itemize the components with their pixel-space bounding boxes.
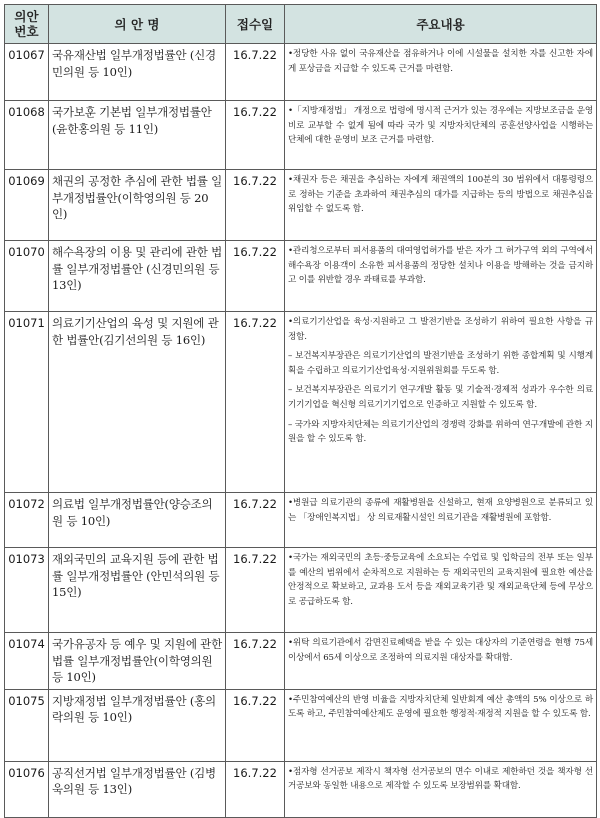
- table-row: [5, 761, 597, 817]
- receipt-date: 16.7.22: [226, 44, 285, 101]
- main-content: [285, 170, 597, 241]
- bill-title: 채권의 공정한 추심에 관한 법률 일부개정법률안(이학영의원 등 20인): [49, 170, 226, 241]
- bill-number: 01070: [5, 241, 49, 312]
- bill-title: 지방재정법 일부개정법률안 (홍의락의원 등 10인): [49, 689, 226, 761]
- table-row: [5, 493, 597, 548]
- receipt-date: 16.7.22: [226, 633, 285, 690]
- header-receipt-date: 접수일: [226, 5, 285, 44]
- bill-title: 공직선거법 일부개정법률안 (김병욱의원 등 13인): [49, 761, 226, 817]
- content-item: •정당한 사유 없이 국유재산을 점유하거나 이에 시설물을 설치한 자를 신고한 자에게 포상금을 지급할 수 있도록 근거를 마련함.: [288, 49, 593, 74]
- bill-number: 01068: [5, 101, 49, 170]
- receipt-date: 16.7.22: [226, 761, 285, 817]
- content-item: •주민참여예산의 반영 비율을 지방자치단체 일반회계 예산 총액의 5% 이상으로 하도록 하고, 주민참여예산제도 운영에 필요한 행정적·재정적 지원을 할 수 있도록 함.: [288, 694, 593, 720]
- bill-number: 01071: [5, 312, 49, 493]
- content-item: •「지방재정법」 개정으로 법령에 명시적 근거가 있는 경우에는 지방보조금을 운영비로 교부할 수 없게 됨에 따라 국가 및 지방자치단체의 공훈선양사업을 시행하는 단체에 대한 운영비 보조 근거를 마련함.: [288, 106, 593, 146]
- bill-number: 01074: [5, 633, 49, 690]
- table-row: [5, 689, 597, 761]
- header-bill-number-label: 의안 번호: [14, 9, 39, 39]
- bill-number: 01069: [5, 170, 49, 241]
- main-content: [285, 312, 597, 493]
- main-content: [285, 689, 597, 761]
- main-content: [285, 548, 597, 633]
- table-row: [5, 170, 597, 241]
- header-main-content: 주요내용: [285, 5, 597, 44]
- receipt-date: 16.7.22: [226, 493, 285, 548]
- table-row: [5, 633, 597, 690]
- content-sub-item: – 보건복지부장관은 의료기기 연구개발 활동 및 기술적·경제적 성과가 우수한 의료기기기업을 혁신형 의료기기기업으로 인증하고 지원할 수 있도록 함.: [288, 385, 593, 410]
- bill-number: 01073: [5, 548, 49, 633]
- bill-title: 해수욕장의 이용 및 관리에 관한 법률 일부개정법률안 (신경민의원 등 13인): [49, 241, 226, 312]
- bill-number: 01075: [5, 689, 49, 761]
- receipt-date: 16.7.22: [226, 241, 285, 312]
- bill-number: 01076: [5, 761, 49, 817]
- main-content: [285, 633, 597, 690]
- content-item: •관리청으로부터 피서용품의 대여영업허가를 받은 자가 그 허가구역 외의 구역에서 해수욕장 이용객이 소유한 피서용품의 정당한 설치나 이용을 방해하는 것을 금지하고 이를 위반할 경우 과태료를 부과함.: [288, 246, 593, 286]
- header-bill-number: [5, 5, 49, 44]
- bill-number: 01072: [5, 493, 49, 548]
- table-header-row: [5, 5, 597, 44]
- receipt-date: 16.7.22: [226, 312, 285, 493]
- main-content: [285, 241, 597, 312]
- main-content: [285, 44, 597, 101]
- table-row: [5, 241, 597, 312]
- main-content: [285, 761, 597, 817]
- table-row: [5, 312, 597, 493]
- receipt-date: 16.7.22: [226, 548, 285, 633]
- table-row: [5, 101, 597, 170]
- table-row: [5, 548, 597, 633]
- bill-title: 국유재산법 일부개정법률안 (신경민의원 등 10인): [49, 44, 226, 101]
- content-item: •병원급 의료기관의 종류에 재활병원을 신설하고, 현재 요양병원으로 분류되고 있는 「장애인복지법」 상 의료재활시설인 의료기관을 재활병원에 포함함.: [288, 498, 593, 523]
- content-sub-item: – 국가와 지방자치단체는 의료기기산업의 경쟁력 강화를 위하여 연구개발에 관한 지원을 할 수 있도록 함.: [288, 419, 593, 445]
- bill-number: 01067: [5, 44, 49, 101]
- content-item: •위탁 의료기관에서 감면진료혜택을 받을 수 있는 대상자의 기준연령을 현행 75세 이상에서 65세 이상으로 조정하여 의료지원 대상자를 확대함.: [288, 638, 593, 663]
- bill-title: 국가보훈 기본법 일부개정법률안 (윤한홍의원 등 11인): [49, 101, 226, 170]
- table-row: [5, 44, 597, 101]
- content-item: •점자형 선거공보 제작시 책자형 선거공보의 면수 이내로 제한하던 것을 책자형 선거공보와 동일한 내용으로 제작할 수 있도록 보장범위를 확대함.: [288, 766, 593, 792]
- content-item: •채권자 등은 채권을 추심하는 자에게 채권액의 100분의 30 범위에서 대통령령으로 정하는 기준을 초과하여 채권추심의 대가를 지급하는 등의 방법으로 채권추심을 위임할 수 없도록 함.: [288, 175, 593, 215]
- receipt-date: 16.7.22: [226, 689, 285, 761]
- bill-table: [4, 4, 597, 818]
- bill-title: 국가유공자 등 예우 및 지원에 관한 법률 일부개정법률안(이학영의원 등 10인): [49, 633, 226, 690]
- receipt-date: 16.7.22: [226, 101, 285, 170]
- main-content: [285, 493, 597, 548]
- bill-title: 재외국민의 교육지원 등에 관한 법률 일부개정법률안 (안민석의원 등 15인): [49, 548, 226, 633]
- bill-title: 의료법 일부개정법률안(양승조의원 등 10인): [49, 493, 226, 548]
- content-item: •의료기기산업을 육성·지원하고 그 발전기반을 조성하기 위하여 필요한 사항을 규정함.: [288, 317, 593, 342]
- header-bill-title: 의 안 명: [49, 5, 226, 44]
- bill-title: 의료기기산업의 육성 및 지원에 관한 법률안(김기선의원 등 16인): [49, 312, 226, 493]
- content-sub-item: – 보건복지부장관은 의료기기산업의 발전기반을 조성하기 위한 종합계획 및 시행계획을 수립하고 의료기기산업육성·지원위원회를 두도록 함.: [288, 351, 593, 376]
- receipt-date: 16.7.22: [226, 170, 285, 241]
- content-item: •국가는 재외국민의 초등·중등교육에 소요되는 수업료 및 입학금의 전부 또는 일부를 예산의 범위에서 순차적으로 지원하는 등 재외국민의 교육지원에 필요한 예산을 안정적으로 확보하고, 교과용 도서 등을 재외교육기관 및 재외교육단체 등에 무상으로 공급하도록 함.: [288, 553, 593, 607]
- main-content: [285, 101, 597, 170]
